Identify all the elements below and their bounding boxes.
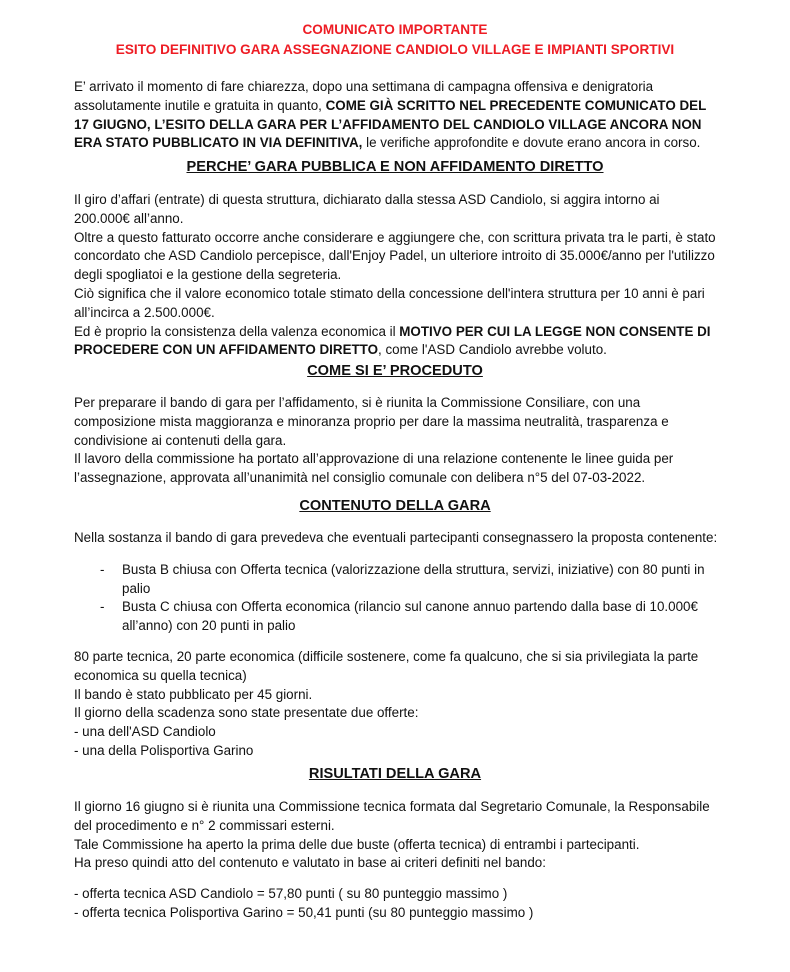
contenuto-line: - una della Polisportiva Garino bbox=[74, 742, 254, 758]
come-paragraph bbox=[74, 394, 734, 488]
intro-paragraph bbox=[74, 78, 734, 153]
intro-emphasis: ERA STATO PUBBLICATO IN VIA DEFINITIVA, bbox=[74, 135, 363, 151]
contenuto-line: Il bando è stato pubblicato per 45 giorni. bbox=[74, 686, 313, 702]
perche-line: concordato che ASD Candiolo percepisce, dall'Enjoy Padel, un ulteriore introito di 35.000€/anno per l'utilizzo bbox=[74, 248, 715, 264]
risultati-paragraph bbox=[74, 798, 734, 873]
come-line: Per preparare il bando di gara per l’affidamento, si è riunita la Commissione Consiliare, con una bbox=[74, 395, 641, 410]
perche-line bbox=[74, 323, 734, 342]
bullet-line: palio bbox=[122, 580, 151, 596]
score-line: - offerta tecnica Polisportiva Garino = 50,41 punti (su 80 punteggio massimo ) bbox=[74, 904, 534, 920]
intro-line bbox=[74, 134, 734, 153]
list-item bbox=[100, 598, 720, 636]
perche-line bbox=[74, 341, 734, 360]
contenuto-paragraph bbox=[74, 648, 734, 761]
intro-text: le verifiche approfondite e dovute erano ancora in corso. bbox=[362, 135, 701, 151]
bullet-dash: - bbox=[100, 562, 105, 577]
contenuto-line: Il giorno della scadenza sono state presentate due offerte: bbox=[74, 705, 419, 721]
perche-line: all’incirca a 2.500.000€. bbox=[74, 304, 215, 320]
contenuto-line: Nella sostanza il bando di gara prevedeva che eventuali partecipanti consegnassero la proposta contenente: bbox=[74, 530, 718, 545]
perche-text: Ed è proprio la consistenza della valenza economica il bbox=[74, 323, 400, 339]
perche-line: degli spogliatoi e la gestione della segreteria. bbox=[74, 267, 342, 283]
intro-line bbox=[74, 97, 734, 116]
risultati-line: Tale Commissione ha aperto la prima delle due buste (offerta tecnica) di entrambi i partecipanti. bbox=[74, 836, 640, 852]
come-line: composizione mista maggioranza e minoranza proprio per dare la massima neutralità, trasparenza e bbox=[74, 413, 669, 429]
contenuto-line: - una dell'ASD Candiolo bbox=[74, 724, 216, 740]
perche-emphasis: PROCEDERE CON UN AFFIDAMENTO DIRETTO bbox=[74, 342, 379, 358]
risultati-line: del procedimento e n° 2 commissari esterni. bbox=[74, 817, 335, 833]
intro-emphasis: COME GIÀ SCRITTO NEL PRECEDENTE COMUNICATO DEL bbox=[325, 97, 707, 113]
section-heading-risultati: RISULTATI DELLA GARA bbox=[308, 766, 482, 782]
intro-line bbox=[74, 116, 734, 135]
bullet-dash: - bbox=[100, 599, 105, 614]
intro-text: assolutamente inutile e gratuita in quanto, bbox=[74, 97, 326, 113]
come-line: Il lavoro della commissione ha portato all’approvazione di una relazione contenente le linee guida per bbox=[74, 451, 674, 467]
intro-emphasis: 17 GIUGNO, L’ESITO DELLA GARA PER L’AFFIDAMENTO DEL CANDIOLO VILLAGE ANCORA NON bbox=[74, 116, 702, 132]
section-heading-contenuto: CONTENUTO DELLA GARA bbox=[299, 498, 491, 514]
bullet-text bbox=[122, 598, 722, 636]
contenuto-line: economica su quella tecnica) bbox=[74, 667, 247, 683]
bullet-line: all’anno) con 20 punti in palio bbox=[122, 617, 296, 633]
perche-line: Ciò significa che il valore economico totale stimato della concessione dell'intera struttura per 10 anni è pari bbox=[74, 285, 705, 301]
section-heading-perche: PERCHE’ GARA PUBBLICA E NON AFFIDAMENTO DIRETTO bbox=[186, 159, 604, 175]
bullet-line: Busta C chiusa con Offerta economica (rilancio sul canone annuo partendo dalla base di 10.000€ bbox=[122, 599, 698, 614]
come-line: condivisione ai contenuti della gara. bbox=[74, 432, 287, 448]
perche-paragraph bbox=[74, 191, 734, 360]
perche-line: 200.000€ all’anno. bbox=[74, 210, 184, 226]
bullet-line: Busta B chiusa con Offerta tecnica (valorizzazione della struttura, servizi, iniziative) con 80 punti in bbox=[122, 562, 705, 577]
list-item bbox=[100, 561, 720, 599]
intro-line: E’ arrivato il momento di fare chiarezza, dopo una settimana di campagna offensiva e denigratoria bbox=[74, 79, 654, 94]
bullet-text bbox=[122, 561, 722, 599]
risultati-line: Il giorno 16 giugno si è riunita una Commissione tecnica formata dal Segretario Comunale, la Responsabile bbox=[74, 799, 710, 814]
perche-line: Il giro d’affari (entrate) di questa struttura, dichiarato dalla stessa ASD Candiolo, si aggira intorno ai bbox=[74, 192, 660, 207]
document-subtitle: ESITO DEFINITIVO GARA ASSEGNAZIONE CANDIOLO VILLAGE E IMPIANTI SPORTIVI bbox=[115, 42, 675, 57]
document-title: COMUNICATO IMPORTANTE bbox=[302, 22, 488, 37]
perche-text: , come l'ASD Candiolo avrebbe voluto. bbox=[378, 342, 607, 358]
perche-line: Oltre a questo fatturato occorre anche considerare e aggiungere che, con scrittura privata tra le parti, è stato bbox=[74, 229, 716, 245]
come-line: l’assegnazione, approvata all’unanimità nel consiglio comunale con delibera n°5 del 07-03-2022. bbox=[74, 470, 646, 486]
contenuto-line: 80 parte tecnica, 20 parte economica (difficile sostenere, come fa qualcuno, che si sia privilegiata la parte bbox=[74, 649, 699, 664]
perche-emphasis: MOTIVO PER CUI LA LEGGE NON CONSENTE DI bbox=[399, 323, 711, 339]
score-line: - offerta tecnica ASD Candiolo = 57,80 punti ( su 80 punteggio massimo ) bbox=[74, 886, 508, 901]
contenuto-intro bbox=[74, 529, 734, 548]
section-heading-come: COME SI E’ PROCEDUTO bbox=[307, 363, 483, 379]
risultati-line: Ha preso quindi atto del contenuto e valutato in base ai criteri definiti nel bando: bbox=[74, 855, 546, 871]
risultati-scores bbox=[74, 885, 734, 923]
